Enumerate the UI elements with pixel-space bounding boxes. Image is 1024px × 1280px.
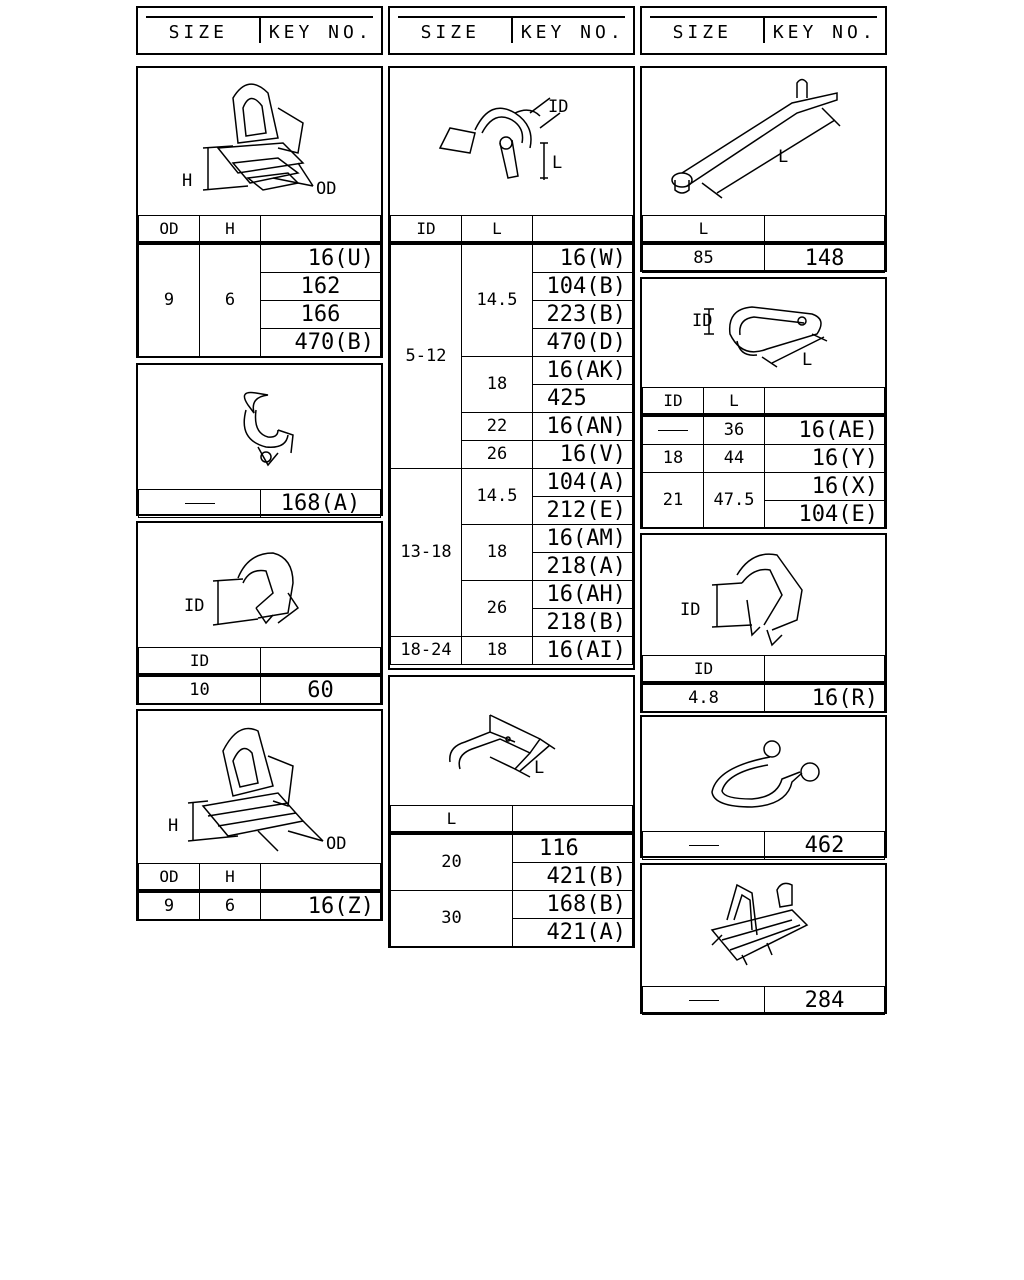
id-value: 5-12 <box>391 243 462 469</box>
key-value: 104(B) <box>533 273 633 301</box>
size-table <box>138 489 381 518</box>
strap-panel-l <box>640 66 887 272</box>
holder-drawing <box>642 865 885 987</box>
l-value: 26 <box>462 581 533 637</box>
key-value: 470(B) <box>261 329 381 357</box>
col-l: L <box>704 388 765 416</box>
l-value: 18 <box>462 525 533 581</box>
col-key <box>765 388 885 416</box>
key-value: 162 <box>261 273 381 301</box>
h-value: 6 <box>200 243 261 357</box>
h-value: 6 <box>200 891 261 921</box>
key-value: 168(B) <box>513 891 633 919</box>
loop-tie-drawing <box>642 717 885 831</box>
col-l: L <box>643 216 765 244</box>
key-value: 168(A) <box>261 490 381 518</box>
key-value: 16(Z) <box>261 891 381 921</box>
h-dimension-label: H <box>182 171 193 191</box>
key-value: 16(AI) <box>533 637 633 665</box>
od-value: 9 <box>139 243 200 357</box>
clip-drawing <box>138 523 381 647</box>
h-dimension-label: H <box>168 816 179 836</box>
size-label: SIZE <box>168 22 228 43</box>
id-value: 18 <box>643 445 704 473</box>
no-size-dash <box>658 430 688 431</box>
key-value: 212(E) <box>533 497 633 525</box>
key-value: 462 <box>765 832 885 860</box>
id-value: 21 <box>643 473 704 529</box>
strap-drawing <box>642 68 885 216</box>
size-table <box>642 215 885 273</box>
clip-drawing <box>138 365 381 489</box>
l-dimension-label: L <box>534 758 545 778</box>
no-size-dash <box>689 1000 719 1001</box>
l-value: 30 <box>391 891 513 947</box>
col-h: H <box>200 216 261 244</box>
size-table <box>138 647 381 705</box>
key-value: 16(Y) <box>765 445 885 473</box>
clip-panel-2 <box>136 363 383 516</box>
key-value: 116 <box>513 833 633 863</box>
l-value: 18 <box>462 357 533 413</box>
l-dimension-label: L <box>802 350 813 370</box>
bracket-panel-l <box>388 675 635 948</box>
key-value: 470(D) <box>533 329 633 357</box>
key-value: 104(A) <box>533 469 633 497</box>
clip-panel-id-10 <box>136 521 383 705</box>
col-l: L <box>462 216 533 244</box>
no-size-dash <box>689 845 719 846</box>
key-value: 148 <box>765 243 885 273</box>
key-value: 421(B) <box>513 863 633 891</box>
key-value: 16(W) <box>533 243 633 273</box>
key-no-label: KEY NO. <box>511 18 634 43</box>
header-col3 <box>640 6 887 55</box>
key-no-label: KEY NO. <box>259 18 382 43</box>
key-value: 421(A) <box>513 919 633 947</box>
col-id: ID <box>139 648 261 676</box>
col-key <box>261 864 381 892</box>
loop-tie-panel <box>640 715 887 858</box>
l-value: 14.5 <box>462 469 533 525</box>
l-value: 22 <box>462 413 533 441</box>
size-table <box>642 387 885 529</box>
header-col2 <box>388 6 635 55</box>
size-table <box>138 215 381 357</box>
od-value: 9 <box>139 891 200 921</box>
size-label: SIZE <box>420 22 480 43</box>
key-value: 16(AK) <box>533 357 633 385</box>
key-value: 284 <box>765 987 885 1015</box>
col-l: L <box>391 806 513 834</box>
col-key <box>765 656 885 684</box>
key-value: 16(V) <box>533 441 633 469</box>
l-value: 85 <box>643 243 765 273</box>
no-size-dash <box>185 503 215 504</box>
col-id: ID <box>643 656 765 684</box>
clamp-panel-id-l <box>388 66 635 670</box>
size-table <box>138 863 381 921</box>
key-value: 16(AE) <box>765 415 885 445</box>
bracket-drawing <box>390 677 633 805</box>
col-key <box>261 216 381 244</box>
loop-clip-drawing <box>642 279 885 387</box>
col-h: H <box>200 864 261 892</box>
col-id: ID <box>391 216 462 244</box>
col-key <box>261 648 381 676</box>
col-key <box>533 216 633 244</box>
id-dimension-label: ID <box>680 600 701 620</box>
col-key <box>765 216 885 244</box>
l-dimension-label: L <box>778 147 789 167</box>
key-value: 218(A) <box>533 553 633 581</box>
l-value: 47.5 <box>704 473 765 529</box>
key-no-label: KEY NO. <box>763 18 886 43</box>
id-dimension-label: ID <box>548 97 569 117</box>
key-value: 16(AM) <box>533 525 633 553</box>
size-table <box>390 805 633 947</box>
key-value: 425 <box>533 385 633 413</box>
clip-panel-od-h-1 <box>136 66 383 358</box>
id-value: 18-24 <box>391 637 462 665</box>
key-value: 60 <box>261 675 381 705</box>
id-value: 10 <box>139 675 261 705</box>
size-table <box>390 215 633 665</box>
key-value: 104(E) <box>765 501 885 529</box>
clip-drawing <box>642 535 885 655</box>
key-value: 223(B) <box>533 301 633 329</box>
col-od: OD <box>139 216 200 244</box>
size-table <box>642 986 885 1015</box>
id-dimension-label: ID <box>184 596 205 616</box>
od-dimension-label: OD <box>316 179 337 199</box>
col-key <box>513 806 633 834</box>
l-value: 26 <box>462 441 533 469</box>
od-dimension-label: OD <box>326 834 347 854</box>
key-value: 16(AH) <box>533 581 633 609</box>
key-value: 166 <box>261 301 381 329</box>
id-dimension-label: ID <box>692 311 713 331</box>
l-value: 14.5 <box>462 243 533 357</box>
id-value: 4.8 <box>643 683 765 713</box>
l-value: 44 <box>704 445 765 473</box>
l-value: 20 <box>391 833 513 891</box>
clamp-drawing <box>390 68 633 216</box>
size-label: SIZE <box>672 22 732 43</box>
key-value: 218(B) <box>533 609 633 637</box>
clip-drawing <box>138 711 381 863</box>
key-value: 16(R) <box>765 683 885 713</box>
holder-panel <box>640 863 887 1014</box>
l-value: 18 <box>462 637 533 665</box>
col-id: ID <box>643 388 704 416</box>
size-table <box>642 831 885 860</box>
loop-clip-panel-id-l <box>640 277 887 529</box>
l-value: 36 <box>704 415 765 445</box>
header-col1 <box>136 6 383 55</box>
size-table <box>642 655 885 713</box>
clip-panel-od-h-2 <box>136 709 383 921</box>
col-od: OD <box>139 864 200 892</box>
key-value: 16(U) <box>261 243 381 273</box>
clip-panel-id-4-8 <box>640 533 887 713</box>
key-value: 16(AN) <box>533 413 633 441</box>
dimension-labels <box>138 68 381 216</box>
id-value: 13-18 <box>391 469 462 637</box>
l-dimension-label: L <box>552 153 563 173</box>
key-value: 16(X) <box>765 473 885 501</box>
